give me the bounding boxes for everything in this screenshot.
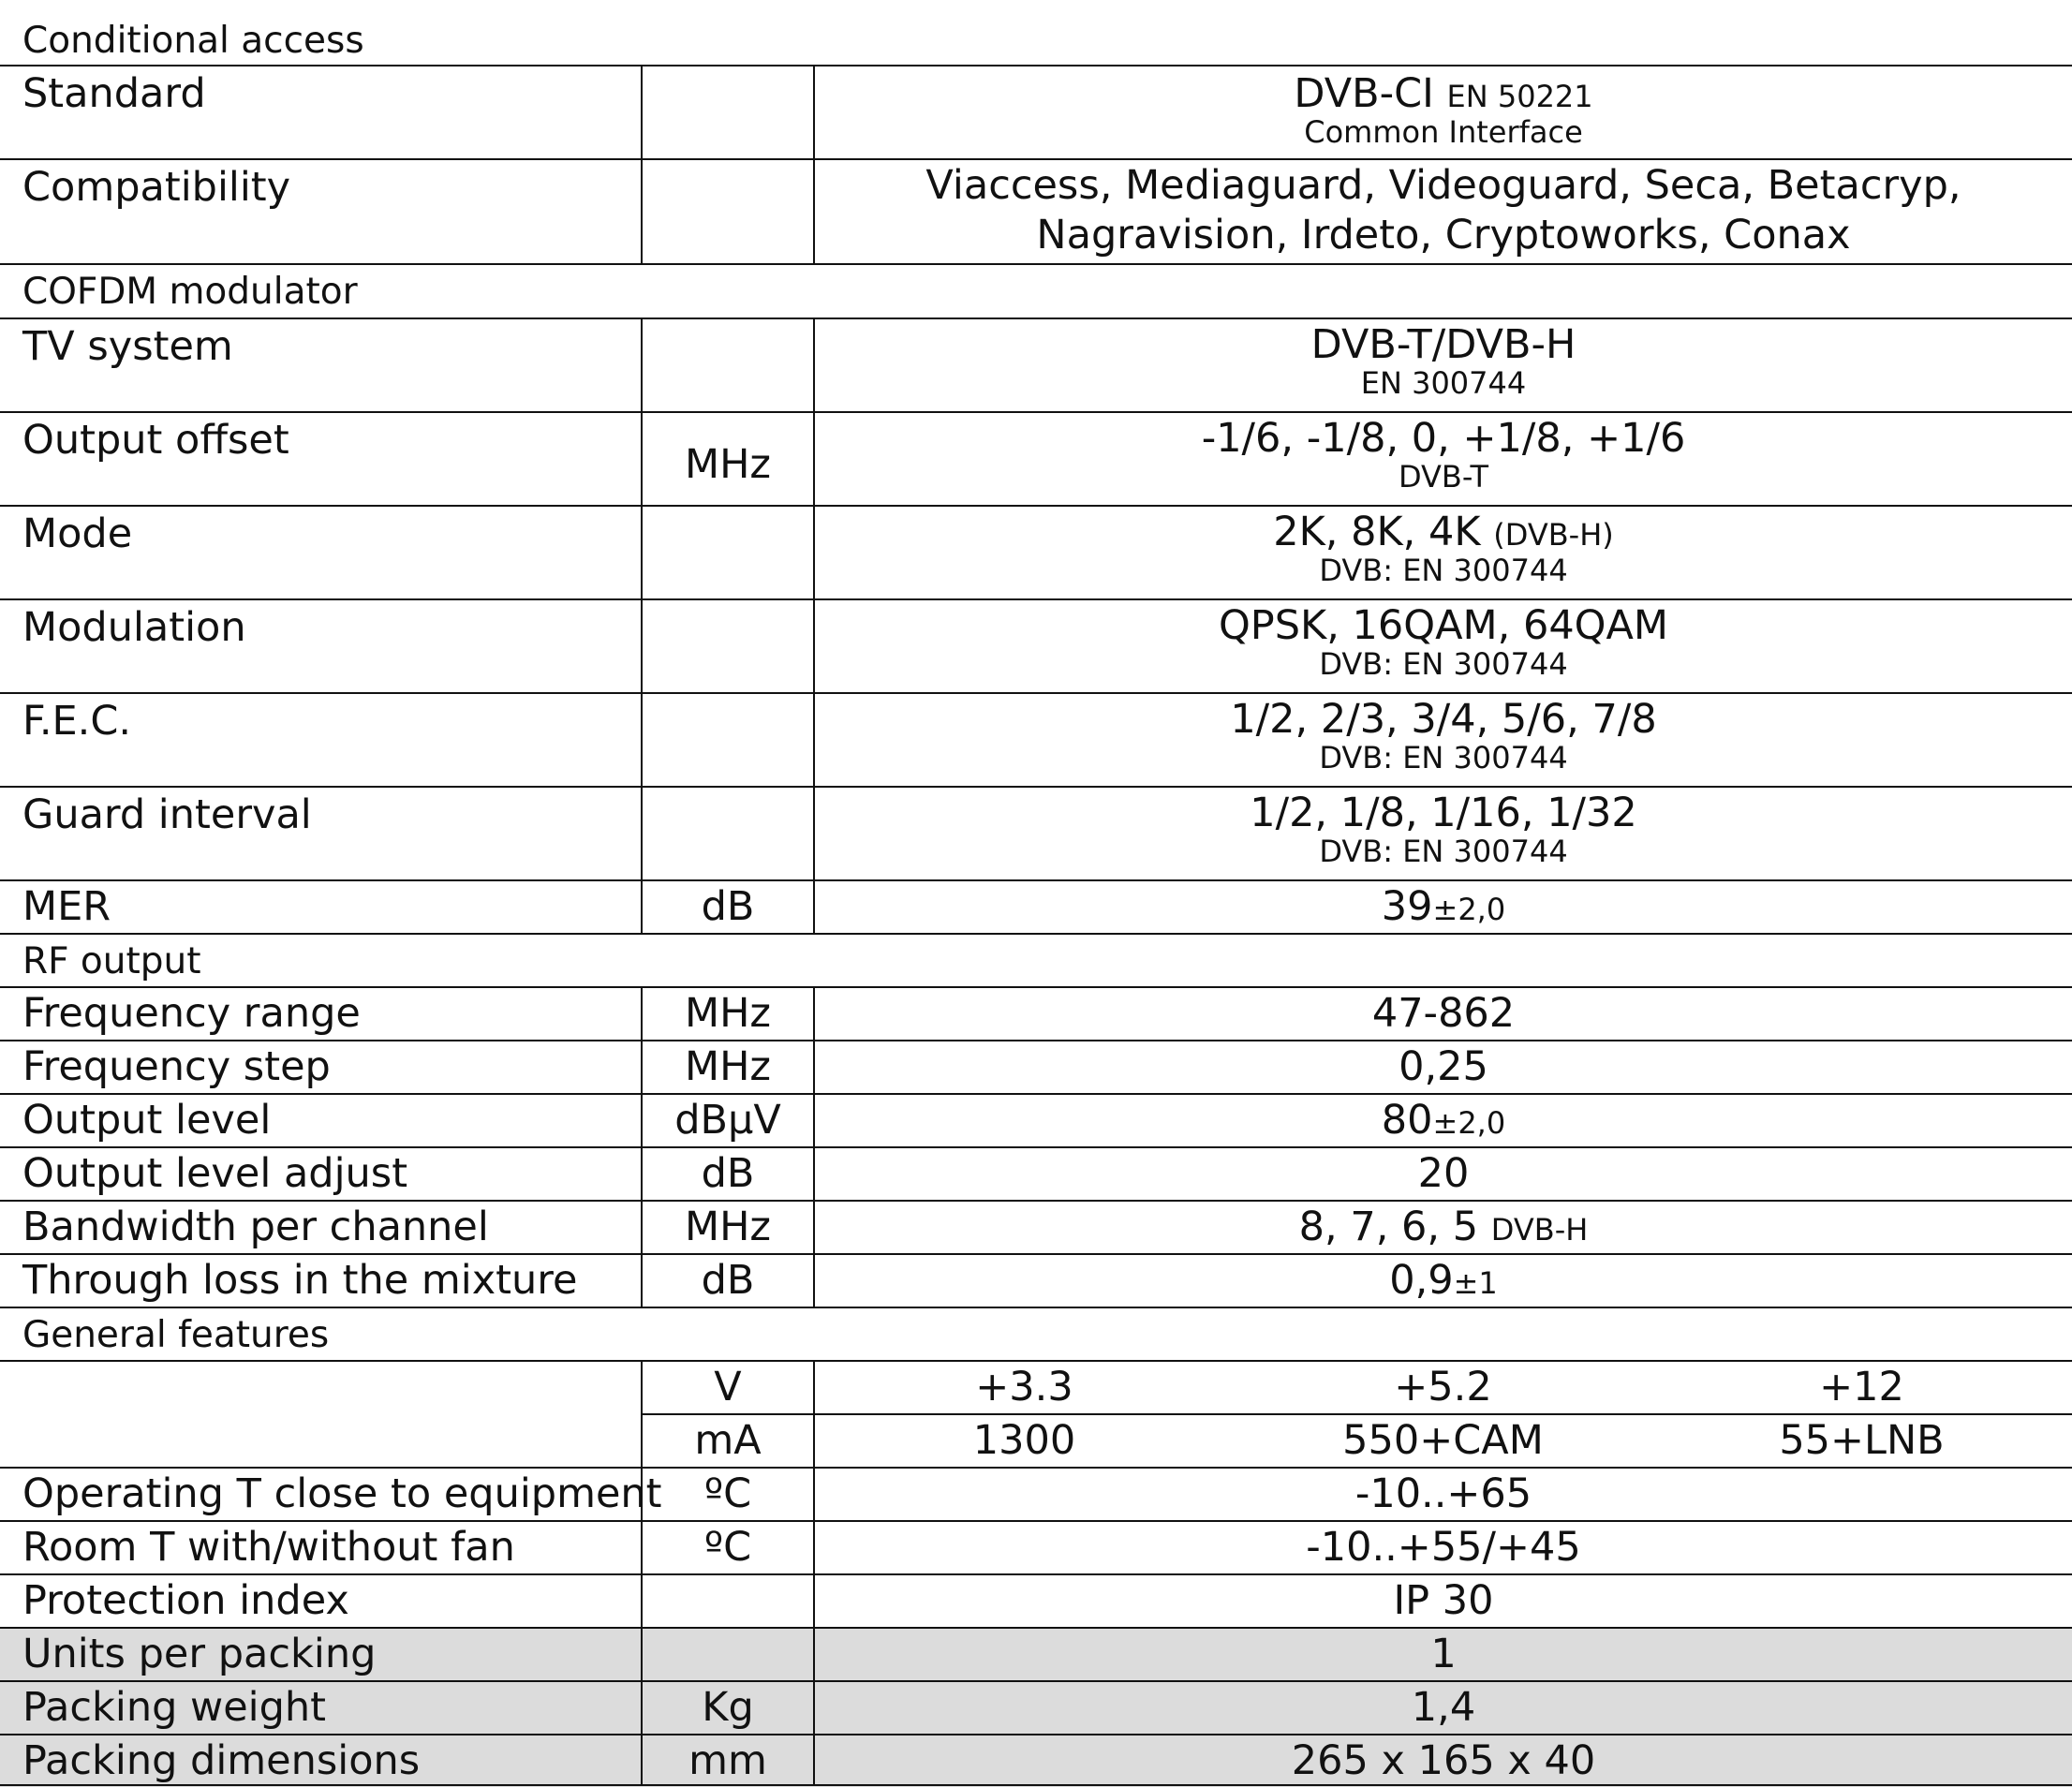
row-label: Packing weight	[22, 1684, 327, 1731]
section-general-features	[0, 1307, 2072, 1361]
row-value	[815, 1206, 2072, 1248]
value-suffix: ±2,0	[1432, 892, 1506, 927]
row-value	[815, 696, 2072, 776]
column-divider	[641, 987, 643, 1307]
row-unit: V	[714, 1364, 742, 1410]
row-frequency-step	[0, 1041, 2072, 1094]
row-label: Frequency range	[22, 990, 361, 1037]
row-unit: MHz	[684, 1043, 771, 1090]
value-main: 2K, 8K, 4K	[1273, 509, 1481, 555]
rule	[0, 879, 2072, 881]
row-value	[815, 1097, 2072, 1144]
row-unit: mm	[688, 1737, 767, 1784]
value-main: IP 30	[1393, 1577, 1494, 1624]
row-label: Units per packing	[22, 1631, 377, 1677]
value-line-2: Nagravision, Irdeto, Cryptoworks, Conax	[1036, 212, 1851, 259]
row-label: TV system	[22, 323, 233, 370]
value-5v2: +5.2	[1394, 1364, 1492, 1410]
row-value	[815, 162, 2072, 259]
row-value	[815, 1684, 2072, 1731]
row-guard-interval	[0, 787, 2072, 880]
row-unit: MHz	[684, 1204, 771, 1250]
row-frequency-range	[0, 987, 2072, 1041]
row-label: F.E.C.	[22, 698, 132, 745]
value-main: 80	[1381, 1097, 1433, 1144]
rule	[0, 318, 2072, 319]
row-value	[815, 415, 2072, 495]
row-value	[815, 511, 2072, 587]
value-main: 0,9	[1389, 1257, 1454, 1304]
value-sub: DVB: EN 300744	[1319, 740, 1568, 776]
value-sub: DVB: EN 300744	[1319, 646, 1568, 683]
rule	[0, 1360, 2072, 1362]
rule	[643, 1413, 2072, 1415]
row-unit: Kg	[702, 1684, 754, 1731]
rule	[0, 692, 2072, 694]
column-divider	[813, 987, 815, 1307]
row-modulation	[0, 599, 2072, 693]
row-output-level	[0, 1094, 2072, 1147]
row-value	[815, 321, 2072, 402]
rule	[0, 986, 2072, 988]
row-label: Operating T close to equipment	[22, 1470, 662, 1517]
value-main: 1/2, 1/8, 1/16, 1/32	[1250, 790, 1637, 836]
row-unit: mA	[694, 1417, 762, 1464]
row-value	[815, 1633, 2072, 1676]
row-value	[815, 1577, 2072, 1624]
row-bandwidth	[0, 1201, 2072, 1254]
row-value	[815, 602, 2072, 683]
row-packing-dimensions	[0, 1735, 2072, 1787]
row-label: Output offset	[22, 417, 289, 464]
row-label: Packing dimensions	[22, 1737, 421, 1784]
row-label: Standard	[22, 70, 206, 117]
rule	[0, 1307, 2072, 1308]
row-label: Compatibility	[22, 164, 291, 211]
row-value	[815, 70, 2072, 151]
section-title: Conditional access	[22, 20, 364, 62]
rule	[0, 1146, 2072, 1148]
row-unit: MHz	[684, 990, 771, 1037]
value-main: 8, 7, 6, 5	[1298, 1204, 1479, 1250]
section-title: General features	[22, 1314, 330, 1356]
rule	[0, 263, 2072, 265]
row-mer	[0, 880, 2072, 934]
row-protection-index	[0, 1574, 2072, 1628]
row-label: Output level adjust	[22, 1150, 408, 1197]
value-main: 20	[1417, 1150, 1470, 1197]
value-main: 0,25	[1399, 1043, 1488, 1090]
value-3v3: +3.3	[975, 1364, 1073, 1410]
row-unit: dBμV	[674, 1097, 781, 1144]
rule	[0, 1734, 2072, 1735]
value-main: -10..+65	[1354, 1470, 1532, 1517]
rule	[0, 1573, 2072, 1575]
rule	[0, 1253, 2072, 1255]
column-divider	[641, 66, 643, 264]
current-5v2: 550+CAM	[1342, 1417, 1544, 1464]
rule	[0, 1627, 2072, 1629]
value-suffix: DVB-H	[1490, 1212, 1589, 1248]
value-main: QPSK, 16QAM, 64QAM	[1218, 602, 1669, 649]
row-label: Room T with/without fan	[22, 1524, 515, 1571]
row-value	[815, 1524, 2072, 1571]
row-tv-system	[0, 318, 2072, 412]
row-value	[815, 1257, 2072, 1304]
row-through-loss	[0, 1254, 2072, 1307]
value-main: 265 x 165 x 40	[1291, 1737, 1596, 1784]
section-cofdm-modulator	[0, 264, 2072, 318]
rule	[0, 1784, 2072, 1786]
value-sub: Common Interface	[1304, 114, 1583, 151]
row-unit: dB	[701, 1150, 755, 1197]
value-sub: EN 300744	[1360, 365, 1527, 402]
value-line-1: Viaccess, Mediaguard, Videoguard, Seca, Betacryp,	[925, 162, 1961, 209]
row-value	[815, 1470, 2072, 1517]
row-room-temp	[0, 1521, 2072, 1574]
row-label: Frequency step	[22, 1043, 331, 1090]
row-label: Modulation	[22, 604, 246, 651]
section-title: COFDM modulator	[22, 271, 358, 313]
rule	[0, 786, 2072, 788]
row-label: Bandwidth per channel	[22, 1204, 489, 1250]
row-label: Output level	[22, 1097, 272, 1144]
section-rf-output	[0, 934, 2072, 987]
column-divider	[641, 318, 643, 934]
rule	[0, 1200, 2072, 1202]
value-main: 47-862	[1371, 990, 1516, 1037]
value-suffix: ±1	[1453, 1265, 1498, 1301]
row-unit: ºC	[703, 1524, 752, 1571]
rule	[0, 1467, 2072, 1469]
value-main: -10..+55/+45	[1306, 1524, 1581, 1571]
value-main: DVB-CI	[1294, 70, 1434, 117]
row-output-level-adjust	[0, 1147, 2072, 1201]
rule	[0, 1040, 2072, 1041]
row-standard	[0, 66, 2072, 159]
value-sub: DVB-T	[1398, 459, 1489, 495]
row-unit: MHz	[684, 441, 771, 488]
row-packing-weight	[0, 1681, 2072, 1735]
rule	[0, 933, 2072, 935]
row-power-current	[0, 1414, 2072, 1468]
value-sub: DVB: EN 300744	[1319, 834, 1568, 870]
row-units-per-packing	[0, 1628, 2072, 1681]
row-label: Through loss in the mixture	[22, 1257, 578, 1304]
section-title: RF output	[22, 940, 201, 982]
row-value	[815, 883, 2072, 930]
row-power-voltage	[0, 1361, 2072, 1414]
row-unit: dB	[701, 1257, 755, 1304]
rule	[0, 411, 2072, 413]
value-sub: DVB: EN 300744	[1319, 553, 1568, 589]
rule	[0, 65, 2072, 66]
value-suffix: (DVB-H)	[1493, 517, 1614, 553]
rule	[0, 158, 2072, 160]
current-12v: 55+LNB	[1779, 1417, 1945, 1464]
value-main: 1/2, 2/3, 3/4, 5/6, 7/8	[1230, 696, 1657, 743]
column-divider	[813, 1361, 815, 1786]
row-label: MER	[22, 883, 111, 930]
row-value	[815, 1150, 2072, 1197]
row-value	[815, 1043, 2072, 1090]
value-suffix: EN 50221	[1446, 79, 1593, 114]
section-conditional-access	[0, 13, 2072, 66]
rule	[0, 1680, 2072, 1682]
column-divider	[813, 318, 815, 934]
row-value	[815, 990, 2072, 1037]
row-label: Mode	[22, 510, 133, 557]
value-main: 1,4	[1411, 1684, 1476, 1731]
row-compatibility	[0, 159, 2072, 264]
value-suffix: ±2,0	[1432, 1105, 1506, 1141]
row-output-offset	[0, 412, 2072, 506]
row-mode	[0, 506, 2072, 599]
row-unit: dB	[701, 883, 755, 930]
row-value	[815, 1737, 2072, 1784]
column-divider	[813, 66, 815, 264]
value-main: -1/6, -1/8, 0, +1/8, +1/6	[1201, 415, 1686, 462]
value-main: 1	[1430, 1631, 1457, 1677]
row-label: Protection index	[22, 1577, 349, 1624]
row-label: Guard interval	[22, 791, 312, 838]
value-12v: +12	[1819, 1364, 1904, 1410]
row-operating-temp	[0, 1468, 2072, 1521]
row-fec	[0, 693, 2072, 787]
value-main: DVB-T/DVB-H	[1310, 321, 1576, 368]
row-unit: ºC	[703, 1470, 752, 1517]
rule	[0, 1093, 2072, 1095]
row-value	[815, 792, 2072, 868]
current-3v3: 1300	[972, 1417, 1076, 1464]
column-divider	[641, 1361, 643, 1786]
rule	[0, 1520, 2072, 1522]
rule	[0, 505, 2072, 507]
rule	[0, 598, 2072, 600]
value-main: 39	[1381, 883, 1433, 930]
